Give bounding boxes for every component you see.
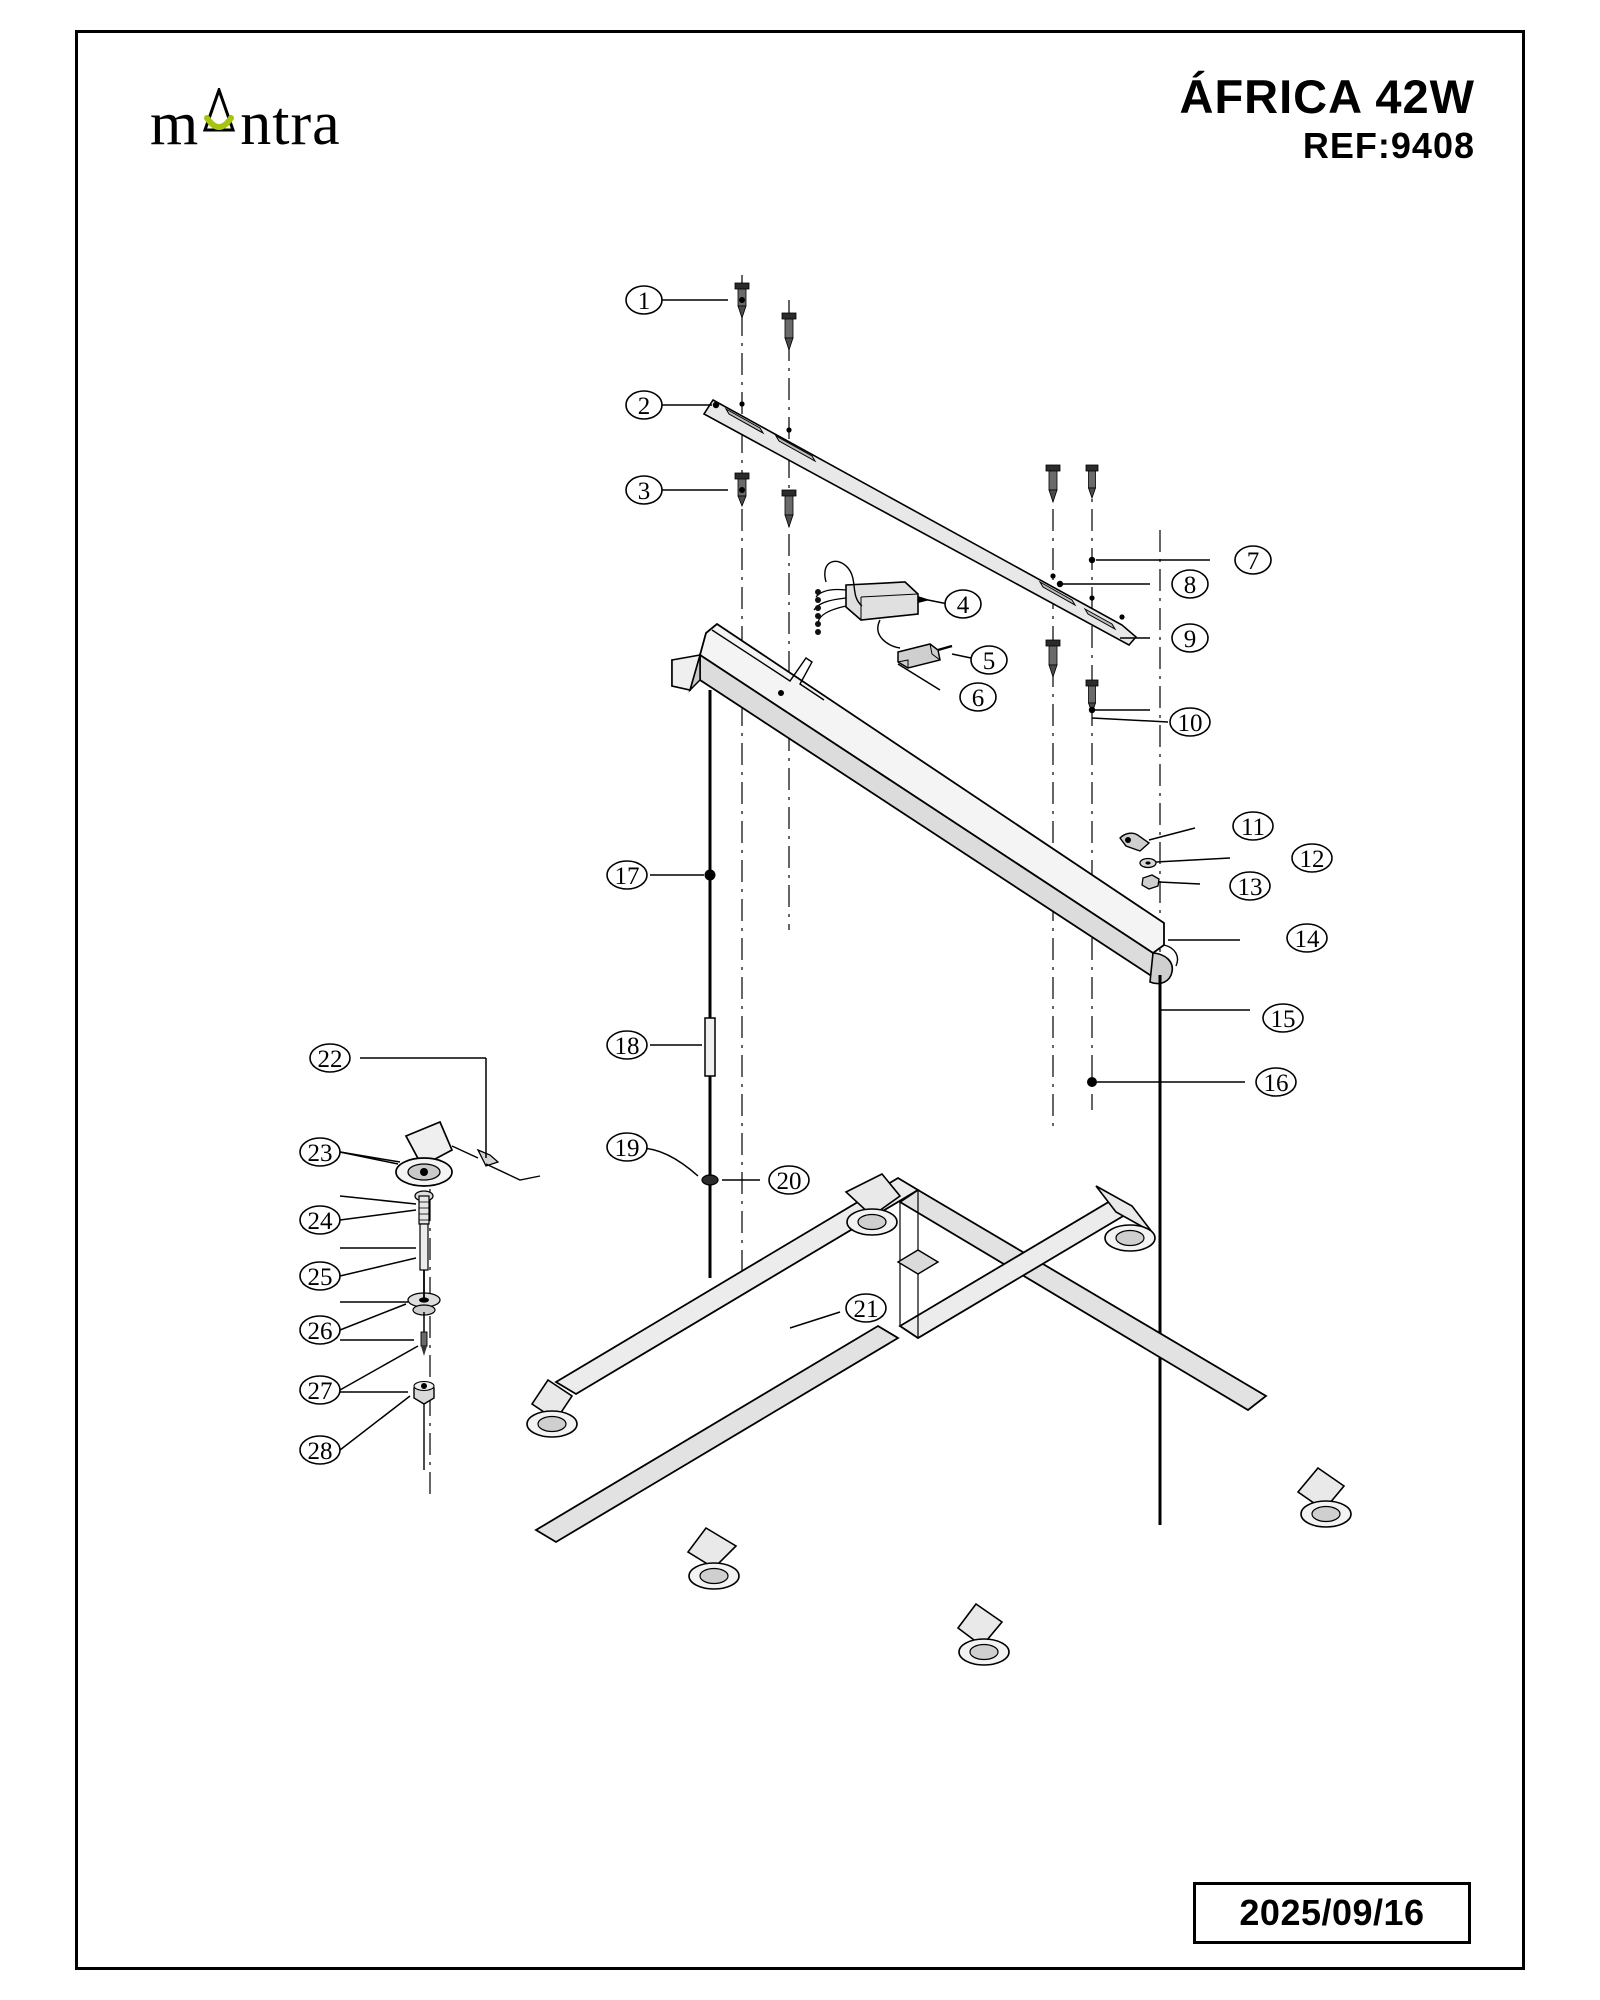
callout-28 [300,1436,340,1465]
spot-head [958,1604,1009,1665]
svg-text:24: 24 [307,1208,333,1235]
spot-head [688,1528,739,1589]
part-5-connector [898,644,952,668]
part-25-rod [340,1224,428,1270]
brand-logo-text-right: ntra [240,90,341,158]
callout-22 [310,1044,350,1073]
svg-text:22: 22 [317,1046,343,1073]
svg-text:7: 7 [1246,548,1260,575]
callout-25 [300,1262,340,1291]
svg-text:15: 15 [1270,1006,1296,1033]
part-18-sleeve [650,1018,715,1076]
part-24-threaded-stem [340,1191,433,1224]
callout-10 [1092,708,1210,737]
product-title: ÁFRICA 42W [1179,70,1475,123]
part-23-spot-housing [340,1122,478,1186]
brand-logo-text-left: m [150,90,199,158]
svg-text:12: 12 [1299,846,1325,873]
svg-text:6: 6 [971,685,985,712]
svg-text:26: 26 [307,1318,333,1345]
svg-text:4: 4 [956,592,970,619]
svg-text:1: 1 [637,288,651,315]
svg-text:10: 10 [1177,710,1203,737]
svg-text:3: 3 [637,478,651,505]
part-1-screw [660,283,749,318]
svg-text:9: 9 [1183,626,1197,653]
svg-text:17: 17 [614,863,640,890]
callout-11 [1233,812,1273,841]
callout-12 [1292,844,1332,873]
part-group-upper-screws [782,313,1098,713]
callout-26 [300,1316,340,1345]
svg-text:27: 27 [307,1378,333,1405]
svg-text:20: 20 [776,1168,802,1195]
svg-text:19: 19 [614,1135,640,1162]
part-26-washer [340,1270,440,1315]
part-27-grub-screw [340,1312,427,1356]
svg-text:2: 2 [637,393,651,420]
callout-21 [846,1294,886,1323]
callout-23 [300,1138,340,1167]
callout-16 [1256,1068,1296,1097]
callout-27 [300,1376,340,1405]
callout-6 [960,683,996,712]
callout-17 [607,861,647,890]
callout-14 [1287,924,1327,953]
svg-text:28: 28 [307,1438,333,1465]
callout-5 [952,646,1007,675]
svg-text:14: 14 [1294,926,1320,953]
callout-20 [769,1166,809,1195]
date-value: 2025/09/16 [1239,1892,1425,1933]
svg-text:23: 23 [307,1140,333,1167]
part-19-grommet [640,1148,718,1185]
callout-7 [1235,546,1271,575]
callout-15 [1263,1004,1303,1033]
part-16-cable-stop [1087,1077,1245,1087]
part-13-nut [1142,875,1200,889]
svg-text:5: 5 [982,648,996,675]
callout-19 [607,1133,647,1162]
callout-9 [1172,624,1208,653]
part-17-cable-left [650,690,716,1278]
svg-text:13: 13 [1237,874,1263,901]
svg-text:18: 18 [614,1033,640,1060]
part-2-mounting-plate [704,400,1136,645]
part-14-main-bar [672,624,1178,984]
callout-24 [300,1206,340,1235]
part-15-suspension-cable [1160,975,1250,1525]
svg-text:8: 8 [1183,572,1197,599]
part-11-grub-fitting [1120,828,1195,851]
svg-text:21: 21 [853,1296,879,1323]
callout-4 [945,590,981,619]
callout-8 [1172,570,1208,599]
svg-text:11: 11 [1240,814,1266,841]
part-28-cap-nut [340,1382,434,1471]
product-reference: REF:9408 [1302,125,1475,167]
callout-18 [607,1031,647,1060]
svg-text:25: 25 [307,1264,333,1291]
part-12-washer [1140,858,1230,868]
part-4-led-driver [814,561,952,690]
part-21-cross-frame [527,1174,1351,1665]
callout-2 [626,391,719,420]
spot-head [1298,1468,1351,1527]
part-3-screw [660,473,749,506]
svg-text:16: 16 [1263,1070,1289,1097]
callout-3 [626,476,662,505]
callout-1 [626,286,662,315]
callout-13 [1230,872,1270,901]
